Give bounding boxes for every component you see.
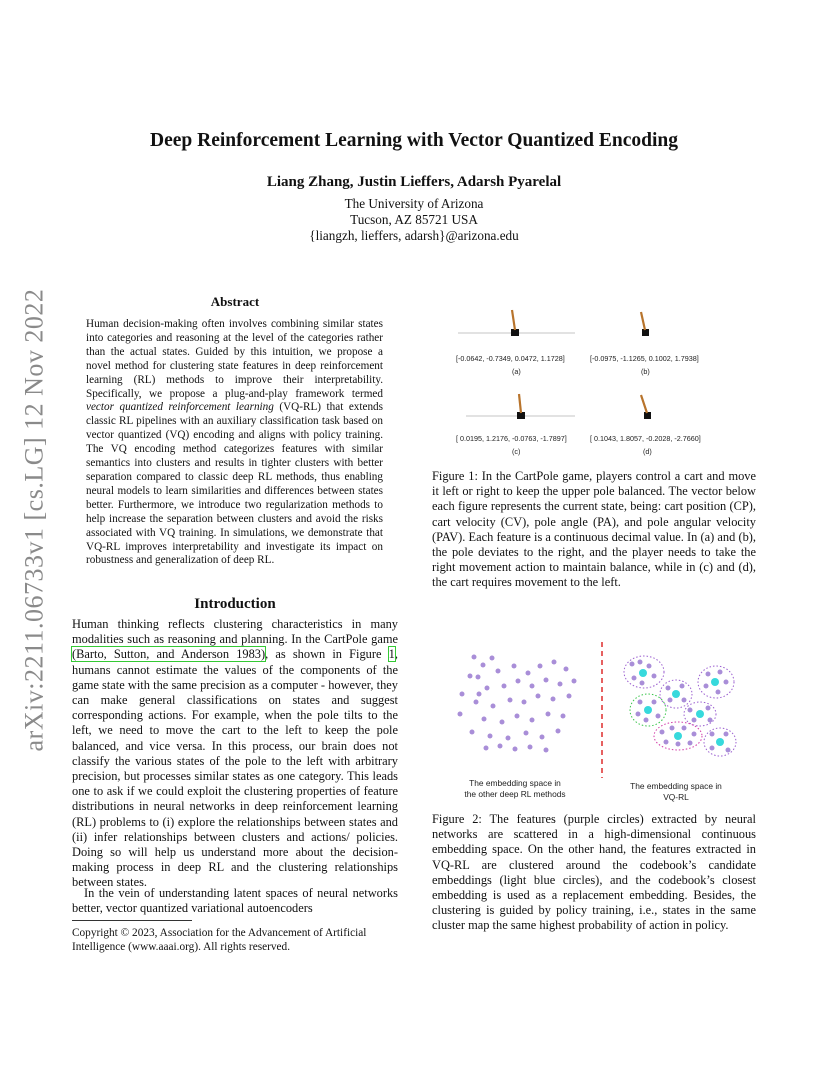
feature-point [468,674,473,679]
feature-point [530,718,535,723]
feature-point [522,700,527,705]
vector-label-a: [-0.0642, -0.7349, 0.0472, 1.1728] [456,354,565,363]
codebook-embedding [696,710,704,718]
feature-point [551,697,556,702]
figure-2-embedding [432,636,756,804]
feature-point [668,698,673,703]
footnote-rule [72,920,192,921]
affiliation-line-1: The University of Arizona [344,196,484,211]
feature-point [474,700,479,705]
feature-point [556,729,561,734]
arxiv-stamp-text: arXiv:2211.06733v1 [cs.LG] 12 Nov 2022 [19,288,48,752]
feature-point [652,674,657,679]
feature-point [708,718,713,723]
feature-point [484,746,489,751]
intro-p1-part-c: , humans cannot estimate the values of the components of the game state with the same precision as a computer - however, they can make general classifications on states and suggest corresponding actions. For example, when the pole tilts to the left, we need to move the cart to the left to keep the pole balanced, and vice versa. In this process, our brain does not classify the various states of the pole to the left with arbitrary precision, but processes similar states as one category. This leads one to ask if we could exploit the clustering properties of feature distributions in neural networks in deep reinforcement learning (RL) problems to (i) explore the relationships between states and (ii) infer relationships between clusters and actions/ policies. Doing so will help us understand more about the decision-making process in deep RL and the clustering relationships between states. [72,647,398,890]
cluster-upper-middle [660,680,692,708]
feature-point [530,684,535,689]
vector-label-d: [ 0.1043, 1.8057, -0.2028, -2.7660] [590,434,701,443]
feature-point [692,732,697,737]
feature-point [666,686,671,691]
feature-point [561,714,566,719]
feature-point [564,667,569,672]
feature-point [647,664,652,669]
codebook-embedding [672,690,680,698]
feature-point [724,680,729,685]
figure-ref-link[interactable]: 1 [388,647,395,662]
feature-point [652,700,657,705]
abstract-body [86,318,383,568]
affiliation-line-2: Tucson, AZ 85721 USA [350,212,478,227]
panel-d [641,395,651,419]
feature-point [512,664,517,669]
cart [644,412,651,419]
pole [641,312,645,330]
affiliation-block [0,196,828,244]
left-panel-label-line-1: The embedding space in [469,778,561,788]
vector-label-c: [ 0.0195, 1.2176, -0.0763, -1.7897] [456,434,567,443]
intro-paragraph-2: In the vein of understanding latent spaces of neural networks better, vector quantized variational autoencoders [72,886,398,916]
feature-point [506,736,511,741]
feature-point [458,712,463,717]
feature-point [488,734,493,739]
vector-label-b: [-0.0975, -1.1265, 0.1002, 1.7938] [590,354,699,363]
feature-point [491,704,496,709]
feature-point [524,731,529,736]
feature-point [716,690,721,695]
codebook-embedding [674,732,682,740]
copyright-footnote: Copyright © 2023, Association for the Advancement of Artificial Intelligence (www.aaai.org). All rights reserved. [72,927,367,953]
feature-point [680,684,685,689]
feature-point [710,746,715,751]
feature-point [526,671,531,676]
arxiv-stamp [10,280,58,760]
cart [517,412,525,419]
codebook-embedding [716,738,724,746]
feature-point [558,682,563,687]
feature-point [500,720,505,725]
panel-a [458,310,575,336]
feature-point [516,679,521,684]
feature-point [476,675,481,680]
feature-point [470,730,475,735]
feature-point [682,726,687,731]
feature-point [664,740,669,745]
citation-link-barto[interactable]: (Barto, Sutton, and Anderson 1983) [72,647,266,662]
feature-point [496,669,501,674]
cluster-bottom-right [704,728,736,756]
intro-p1-part-a: Human thinking reflects clustering characteristics in many modalities such as reasoning and planning. In the CartPole game [72,617,398,647]
intro-p1-part-b: , as shown in Figure [265,647,389,662]
feature-point [508,698,513,703]
figure-1-cartpole [440,300,770,460]
feature-point [644,718,649,723]
author-list: Liang Zhang, Justin Lieffers, Adarsh Pyarelal [266,174,562,190]
feature-point [513,747,518,752]
feature-point [477,692,482,697]
panel-label-a: (a) [512,367,521,376]
abstract-term: vector quantized reinforcement learning [86,401,274,414]
abstract-part-2: (VQ-RL) that extends classic RL pipelines with an auxiliary classification task based on vector quantized (VQ) encoding and aligns with policy training. The VQ encoding method categorizes features with similar semantics into clusters and results in tighter clusters with better separation compared to classic deep RL methods, thus enabling neural models to learn similarities and differences between states better. Furthermore, we introduce two regularization methods to help increase the separation between clusters and avoid the risks associated with VQ training. In simulations, we demonstrate that VQ-RL improves interpretability and investigate its impact on robustness and generalization of deep RL. [86,401,383,567]
feature-point [670,726,675,731]
feature-point [482,717,487,722]
feature-point [460,692,465,697]
feature-point [630,662,635,667]
codebook-embedding [639,669,647,677]
panel-label-b: (b) [641,367,650,376]
feature-point [502,684,507,689]
feature-point [481,663,486,668]
feature-point [638,660,643,665]
feature-point [718,670,723,675]
feature-point [498,744,503,749]
panel-label-c: (c) [512,447,521,456]
cluster-top-right [698,666,734,698]
feature-point [688,741,693,746]
feature-point [632,676,637,681]
feature-point [567,694,572,699]
pole [512,310,515,330]
abstract-heading: Abstract [210,294,260,309]
codebook-embedding [711,678,719,686]
left-panel-label-line-2: the other deep RL methods [464,789,566,799]
feature-point [660,730,665,735]
pole [519,394,521,413]
feature-point [692,718,697,723]
feature-point [704,684,709,689]
feature-point [490,656,495,661]
figure-1-caption: Figure 1: In the CartPole game, players control a cart and move it left or right to keep the upper pole balanced. The vector below each figure represents the current state, being: cart position (CP), cart velocity (CV), pole angle (PA), and pole angular velocity (PAV). Each feature is a continuous decimal value. In (a) and (b), the pole deviates to the right, and the player needs to take the right movement action to maintain balance, while in (c) and (d), the cart requires movement to the left. [432,469,756,590]
introduction-heading: Introduction [194,596,276,612]
feature-point [676,742,681,747]
feature-point [546,712,551,717]
cluster-bottom [654,722,702,750]
feature-point [710,732,715,737]
cluster-top-left [624,656,664,688]
feature-point [682,698,687,703]
feature-point [485,686,490,691]
feature-point [472,655,477,660]
feature-point [688,708,693,713]
feature-point [656,714,661,719]
panel-label-d: (d) [643,447,652,456]
intro-paragraph-1 [72,617,398,891]
feature-point [724,732,729,737]
panel-c [466,394,575,419]
feature-point [636,712,641,717]
cart [642,329,649,336]
right-panel-label-line-1: The embedding space in [630,781,722,791]
feature-point [544,748,549,753]
codebook-embedding [644,706,652,714]
pole [641,395,647,413]
feature-point [528,745,533,750]
feature-point [536,694,541,699]
feature-point [572,679,577,684]
feature-point [638,700,643,705]
feature-point [552,660,557,665]
figure-2-caption: Figure 2: The features (purple circles) extracted by neural networks are scattered in a high-dimensional continuous embedding space. On the other hand, the features extracted in VQ-RL are clustered around the codebook’s candidate embeddings (light blue circles), and the codebook’s closest embedding is used as a replacement embedding. Besides, the clustering is guided by policy training, i.e., states in the same cluster map the same highest probability of action in policy. [432,812,756,933]
feature-point [706,706,711,711]
feature-point [515,714,520,719]
feature-point [726,748,731,753]
abstract-part-1: Human decision-making often involves combining similar states into categories and reasoning at the level of the categories rather than the actual states. Guided by this intuition, we propose a novel method for clustering state features in deep reinforcement learning (RL) methods to improve their interpretability. Specifically, we propose a plug-and-play framework termed [86,318,383,400]
feature-point [538,664,543,669]
feature-point [544,678,549,683]
paper-title: Deep Reinforcement Learning with Vector Quantized Encoding [150,130,678,151]
cart [511,329,519,336]
affiliation-line-3: {liangzh, lieffers, adarsh}@arizona.edu [309,228,519,243]
panel-b [641,312,649,336]
cluster-middle-right [684,702,716,726]
scattered-features [458,655,577,753]
feature-point [540,735,545,740]
right-panel-label-line-2: VQ-RL [663,792,689,802]
feature-point [706,672,711,677]
feature-point [640,681,645,686]
